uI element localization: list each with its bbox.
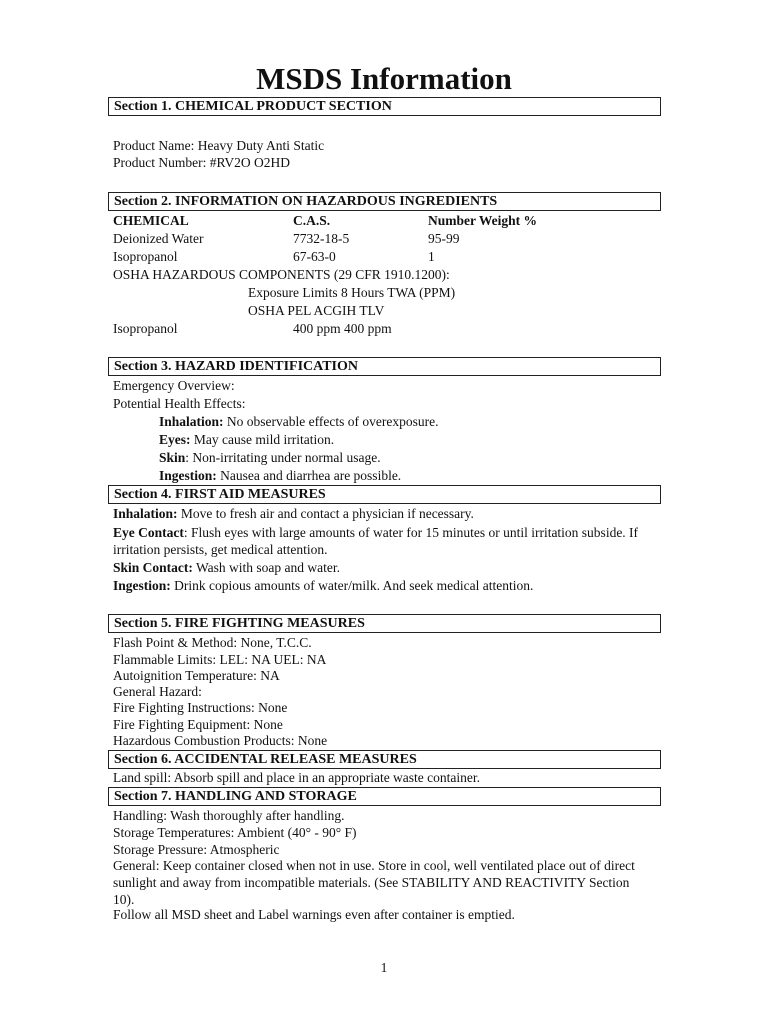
first-aid-inhalation	[113, 505, 474, 522]
health-effect-inhalation	[159, 413, 438, 430]
section-2-heading: Section 2. INFORMATION ON HAZARDOUS INGREDIENTS	[108, 192, 661, 211]
page-number: 1	[380, 960, 388, 975]
health-effect-ingestion	[159, 467, 401, 484]
health-effect-text: : Non-irritating under normal usage.	[185, 450, 381, 465]
first-aid-label: Ingestion:	[113, 578, 171, 593]
health-effect-label: Ingestion:	[159, 468, 217, 483]
health-effect-text: May cause mild irritation.	[190, 432, 335, 447]
ingredient-name: Isopropanol	[113, 249, 178, 264]
first-aid-label: Inhalation:	[113, 506, 178, 521]
first-aid-label: Skin Contact:	[113, 560, 193, 575]
col-header-cas: C.A.S.	[293, 213, 331, 228]
first-aid-text: : Flush eyes with large amounts of water for 15 minutes or until irritation subside. If irritation persists, get medical attention.	[113, 525, 639, 557]
col-header-weight: Number Weight %	[428, 213, 538, 228]
section-5-heading: Section 5. FIRE FIGHTING MEASURES	[108, 614, 661, 633]
limit-chemical: Isopropanol	[113, 321, 178, 336]
osha-components: OSHA HAZARDOUS COMPONENTS (29 CFR 1910.1200):	[113, 267, 450, 282]
health-effect-label: Eyes:	[159, 432, 191, 447]
health-effect-eyes	[159, 431, 334, 448]
fire-info-line: Fire Fighting Equipment: None	[113, 717, 283, 732]
health-effect-text: Nausea and diarrhea are possible.	[216, 468, 402, 483]
first-aid-text: Drink copious amounts of water/milk. And seek medical attention.	[170, 578, 534, 593]
exposure-limits: Exposure Limits 8 Hours TWA (PPM)	[248, 285, 456, 300]
first-aid-eye-contact	[113, 524, 653, 558]
storage-temperatures: Storage Temperatures: Ambient (40° - 90° F)	[113, 825, 357, 840]
ingredient-cas: 7732-18-5	[293, 231, 350, 246]
emergency-overview: Emergency Overview:	[113, 378, 235, 393]
handling: Handling: Wash thoroughly after handling.	[113, 808, 345, 823]
land-spill: Land spill: Absorb spill and place in an appropriate waste container.	[113, 770, 481, 785]
health-effect-label: Inhalation:	[159, 414, 224, 429]
storage-general: General: Keep container closed when not in use. Store in cool, well ventilated place out of direct sunlight and away from incompatible materials. (See STABILITY AND REACTIVITY Section 10).	[113, 858, 635, 907]
first-aid-text: Move to fresh air and contact a physician if necessary.	[177, 506, 474, 521]
health-effect-text: No observable effects of overexposure.	[223, 414, 439, 429]
section-1-heading: Section 1. CHEMICAL PRODUCT SECTION	[108, 97, 661, 116]
potential-health-effects: Potential Health Effects:	[113, 396, 246, 411]
health-effect-skin	[159, 449, 381, 466]
first-aid-text: Wash with soap and water.	[192, 560, 341, 575]
first-aid-label: Eye Contact	[113, 525, 184, 540]
storage-pressure: Storage Pressure: Atmospheric	[113, 842, 280, 857]
osha-pel-acgih: OSHA PEL ACGIH TLV	[248, 303, 385, 318]
fire-info-line: Flammable Limits: LEL: NA UEL: NA	[113, 652, 327, 667]
ingredient-cas: 67-63-0	[293, 249, 336, 264]
follow-warnings: Follow all MSD sheet and Label warnings even after container is emptied.	[113, 907, 515, 922]
first-aid-skin-contact	[113, 559, 340, 576]
ingredient-weight: 95-99	[428, 231, 460, 246]
product-name: Product Name: Heavy Duty Anti Static	[113, 138, 325, 153]
fire-info-line: Flash Point & Method: None, T.C.C.	[113, 635, 312, 650]
fire-info-line: Fire Fighting Instructions: None	[113, 700, 288, 715]
limit-values: 400 ppm 400 ppm	[293, 321, 392, 336]
product-number: Product Number: #RV2O O2HD	[113, 155, 291, 170]
section-6-heading: Section 6. ACCIDENTAL RELEASE MEASURES	[108, 750, 661, 769]
fire-info-line: Autoignition Temperature: NA	[113, 668, 280, 683]
fire-info-line: General Hazard:	[113, 684, 202, 699]
fire-info-line: Hazardous Combustion Products: None	[113, 733, 328, 748]
section-3-heading: Section 3. HAZARD IDENTIFICATION	[108, 357, 661, 376]
first-aid-ingestion	[113, 577, 533, 594]
ingredient-name: Deionized Water	[113, 231, 204, 246]
health-effect-label: Skin	[159, 450, 186, 465]
col-header-chemical: CHEMICAL	[113, 213, 189, 228]
ingredient-weight: 1	[428, 249, 435, 264]
section-7-heading: Section 7. HANDLING AND STORAGE	[108, 787, 661, 806]
document-title: MSDS Information	[256, 61, 512, 96]
section-4-heading: Section 4. FIRST AID MEASURES	[108, 485, 661, 504]
